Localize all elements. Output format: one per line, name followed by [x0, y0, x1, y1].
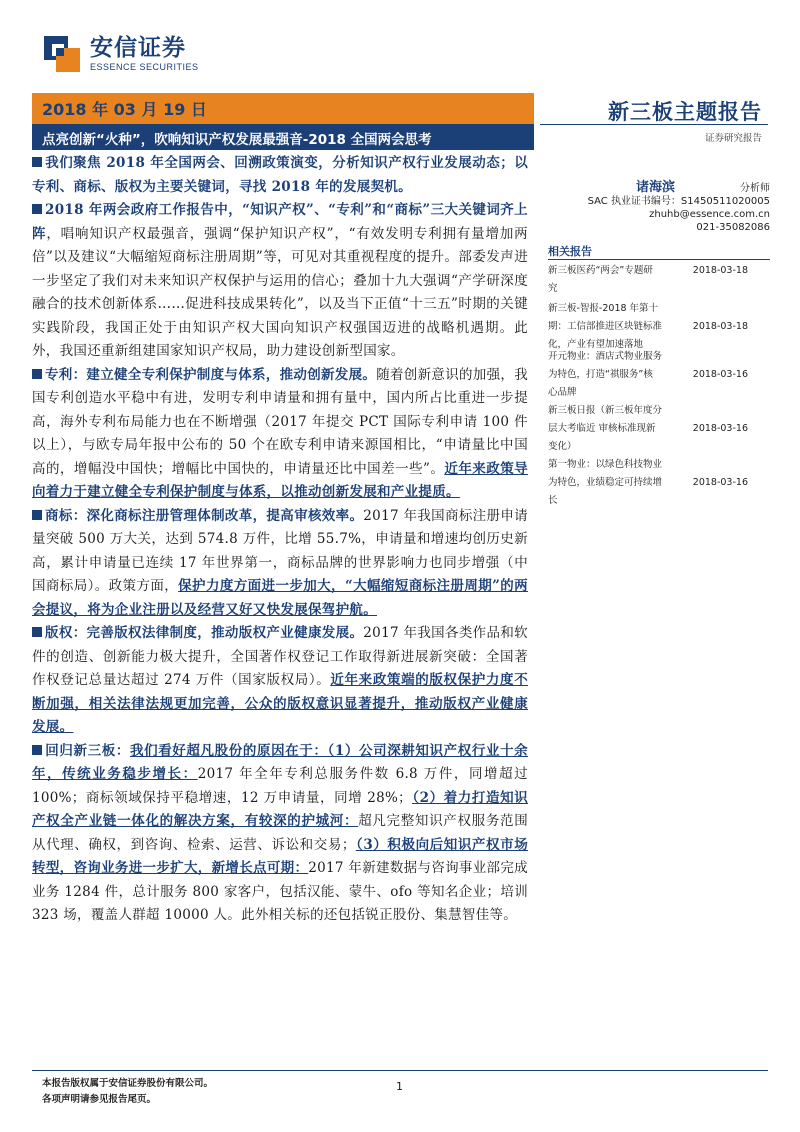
related-reports-heading: 相关报告 — [548, 245, 592, 258]
analyst-phone: 021-35082086 — [696, 222, 770, 233]
analyst-email[interactable]: zhuhb@essence.com.cn — [649, 209, 770, 220]
main-body — [32, 152, 528, 928]
paragraph-trademark: 商标：深化商标注册管理体制改革，提高审核效率。2017 年我国商标注册申请量突破 500 万大关，达到 574.8 万件，比增 55.7%，申请量和增速均创历史新高，累计申请量已连续 17 年世界第一，商标品牌的世界影响力也同步增强（中国商标局）。政策方面，保护力度方面进一步加大，“大幅缩短商标注册周期”的两会提议，将为企业注册以及经营又好又快发展保驾护航。 — [32, 507, 528, 618]
related-report-date: 2018-03-18 — [692, 321, 748, 332]
analyst-card — [548, 176, 770, 234]
related-report-date: 2018-03-16 — [692, 423, 748, 434]
paragraph-summary: 我们聚焦 2018 年全国两会、回溯政策演变，分析知识产权行业发展动态；以专利、商标、版权为主要关键词，寻找 2018 年的发展契机。 — [32, 155, 528, 195]
analyst-role: 分析师 — [740, 183, 770, 194]
bullet-square-icon — [32, 157, 42, 167]
related-report-date: 2018-03-18 — [692, 265, 748, 276]
brand-logo — [42, 34, 199, 74]
title-divider — [540, 124, 768, 125]
brand-name-cn: 安信证券 — [90, 35, 186, 61]
footer-disclaimer: 本报告版权属于安信证券股份有限公司。 各项声明请参见报告尾页。 — [42, 1078, 214, 1105]
related-report-item[interactable]: 第一物业：以绿色科技物业 为特色，业绩稳定可持续增 长 2018-03-16 — [548, 459, 748, 506]
related-report-date: 2018-03-16 — [692, 477, 748, 488]
bullet-square-icon — [32, 627, 42, 637]
bullet-square-icon — [32, 369, 42, 379]
related-report-item[interactable]: 开元物业：酒店式物业服务 为特色，打造“祺服务”核 心品牌 2018-03-16 — [548, 351, 748, 398]
report-type: 证券研究报告 — [704, 133, 762, 144]
brand-name-en: ESSENCE SECURITIES — [90, 62, 199, 72]
related-report-item[interactable]: 新三板医药“两会”专题研 究 2018-03-18 — [548, 262, 770, 298]
related-report-item[interactable]: 新三板-智报-2018 年第十 期：工信部推进区块链标准 化，产业有望加速落地 2018-03-18 — [548, 303, 748, 350]
analyst-sac: SAC 执业证书编号：S1450511020005 — [587, 196, 770, 207]
bullet-square-icon — [32, 745, 42, 755]
related-divider — [548, 259, 770, 260]
report-subtitle: 点亮创新“火种”，吹响知识产权发展最强音-2018 全国两会思考 — [42, 132, 432, 148]
report-date: 2018 年 03 月 19 日 — [42, 100, 207, 119]
bullet-square-icon — [32, 204, 42, 214]
paragraph-neeq: 回归新三板：我们看好超凡股份的原因在于：（1）公司深耕知识产权行业十余年，传统业务稳步增长：2017 年全年专利总服务件数 6.8 万件，同增超过 100%；商标领域保持平稳增速，12 万申请量，同增 28%；（2）着力打造知识产权全产业链一体化的解决方案，有较深的护城河：超凡完整知识产权服务范围从代理、确权，到咨询、检索、运营、诉讼和交易；（3）积极向后知识产权市场转型，咨询业务进一步扩大，新增长点可期：2017 年新建数据与咨询事业部完成业务 1284 件，总计服务 800 家客户，包括汉能、蒙牛、ofo 等知名企业；培训 323 场，覆盖人群超 10000 人。此外相关标的还包括锐正股份、集慧智佳等。 — [32, 742, 528, 923]
bullet-square-icon — [32, 510, 42, 520]
page-number: 1 — [396, 1080, 403, 1093]
brand-logo-icon — [42, 34, 82, 74]
paragraph-copyright: 版权：完善版权法律制度，推动版权产业健康发展。2017 年我国各类作品和软件的创造、创新能力极大提升，全国著作权登记工作取得新进展新突破：全国著作权登记总量达超过 274 万件（国家版权局）。近年来政策端的版权保护力度不断加强，相关法律法规更加完善，公众的版权意识显著提升，推动版权产业健康发展。 — [32, 625, 528, 735]
related-report-date: 2018-03-16 — [692, 369, 748, 380]
report-title: 新三板主题报告 — [608, 100, 762, 124]
analyst-name: 诸海滨 — [636, 180, 676, 195]
footer-divider — [32, 1070, 768, 1071]
paragraph-patent: 专利：建立健全专利保护制度与体系，推动创新发展。随着创新意识的加强，我国专利创造水平稳中有进，发明专利申请量和拥有量中，国内所占比重进一步提高，海外专利布局能力也在不断增强（2017 年提交 PCT 国际专利申请 100 件以上），与欧专局年报中公布的 50 个在欧专利申请来源国相比，“申请量比中国高的，增幅没中国快；增幅比中国快的，申请量还比中国差一些”。近年来政策导向着力于建立健全专利保护制度与体系，以推动创新发展和产业提质。 — [32, 366, 529, 500]
related-report-item[interactable]: 新三板日报（新三板年度分 层大考临近 审核标准现新 变化） 2018-03-16 — [548, 405, 748, 452]
paragraph-two-sessions: 2018 年两会政府工作报告中，“知识产权”、“专利”和“商标”三大关键词齐上阵，唱响知识产权最强音，强调“保护知识产权”，“有效发明专利拥有量增加两倍”以及建议“大幅缩短商标注册周期”等，可见对其重视程度的提升。部委发声进一步坚定了我们对未来知识产权保护与运用的信心；叠加十九大强调“产学研深度融合的技术创新体系……促进科技成果转化”，以及当下正值“十三五”时期的关键实践阶段，我国正处于由知识产权大国向知识产权强国迈进的战略机遇期。此外，我国还重新组建国家知识产权局，助力建设创新型国家。 — [32, 202, 528, 359]
